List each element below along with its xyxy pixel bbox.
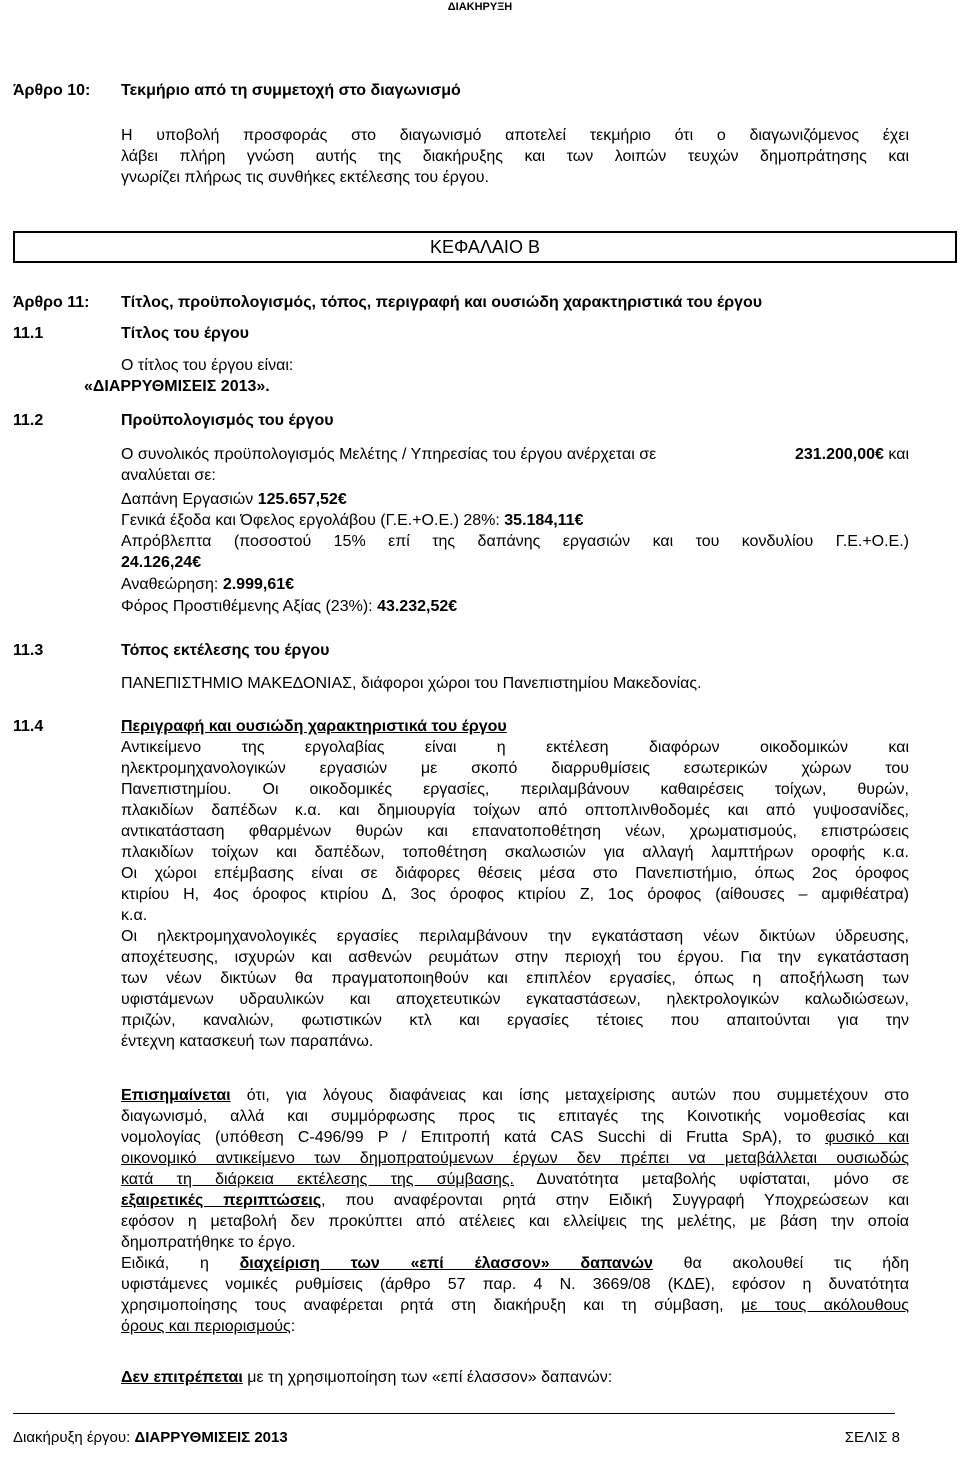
section-11-3-number: 11.3 <box>13 642 44 659</box>
paragraph-line: κτιρίου Η, 4ος όροφος κτιρίου Δ, 3ος όροφος κτιρίου Ζ, 1ος όροφος (αίθουσες – αμφιθέατρα) <box>121 886 909 903</box>
article-11-number: Άρθρο 11: <box>13 294 90 311</box>
paragraph-line: πριζών, καναλιών, φωτιστικών κτλ και εργασίες τέτοιες που απαιτούνται για την <box>121 1012 909 1029</box>
article-10-number: Άρθρο 10: <box>13 82 91 99</box>
note-line-9-end: θα ακολουθεί τις ήδη <box>683 1255 909 1272</box>
note-line-1: ότι, για λόγους διαφάνειας και ίσης μεταχείρισης αυτών που συμμετέχουν στο <box>246 1087 909 1104</box>
paragraph-line: ηλεκτρομηχανολογικών εργασιών με σκοπό διαρρυθμίσεις εσωτερικών χώρων του <box>121 760 909 777</box>
note-line-9: Ειδικά, η <box>121 1255 209 1272</box>
budget-vat-line <box>121 596 457 617</box>
section-11-2-title: Προϋπολογισμός του έργου <box>121 412 334 429</box>
budget-overhead-value: 35.184,11 <box>504 512 575 529</box>
currency-symbol: € <box>448 598 458 615</box>
paragraph-line: έντεχνη κατασκευή των παραπάνω. <box>121 1033 374 1050</box>
paragraph-line: Πανεπιστημίου. Οι οικοδομικές εργασίες, περιλαμβάνουν καθαιρέσεις τοίχων, θυρών, <box>121 781 909 798</box>
note-line-11: χρησιμοποίησης τους αναφέρεται ρητά στη διακήρυξη και τη σύμβαση, <box>121 1297 724 1314</box>
section-11-3-text: ΠΑΝΕΠΙΣΤΗΜΙΟ ΜΑΚΕΔΟΝΙΑΣ, διάφοροι χώροι του Πανεπιστημίου Μακεδονίας. <box>121 675 702 692</box>
exceptional-cases: εξαιρετικές περιπτώσεις <box>121 1192 322 1209</box>
project-title-value: «ΔΙΑΡΡΥΘΜΙΣΕΙΣ 2013». <box>84 378 270 395</box>
note-line-8: δημοπρατήθηκε το έργο. <box>121 1234 296 1251</box>
paragraph-line: υφιστάμενων υδραυλικών και αποχετευτικών εγκαταστάσεων, ηλεκτρολογικών καλωδιώσεων, <box>121 991 909 1008</box>
note-line-2: διαγωνισμό, αλλά και συμμόρφωσης προς τις επιταγές της Κοινοτικής νομοθεσίας και <box>121 1108 909 1125</box>
note-line-3-underlined: φυσικό και <box>825 1129 910 1146</box>
note-line-12: : <box>290 1318 296 1335</box>
paragraph-line: κ.α. <box>121 907 148 924</box>
article-11-title: Τίτλος, προϋπολογισμός, τόπος, περιγραφή και ουσιώδη χαρακτηριστικά του έργου <box>121 294 763 311</box>
budget-revision-label: Αναθεώρηση: <box>121 576 219 593</box>
not-permitted-label: Δεν επιτρέπεται <box>121 1369 243 1386</box>
section-11-1-number: 11.1 <box>13 325 44 342</box>
paragraph-line: πλακιδίων τοίχων και δαπέδων, τοποθέτηση σκαλωσιών για αλλαγή λαμπτήρων οροφής κ.α. <box>121 844 909 861</box>
footer-project-name: ΔΙΑΡΡΥΘΜΙΣΕΙΣ 2013 <box>134 1429 288 1446</box>
footer-divider <box>13 1413 895 1414</box>
budget-unforeseen-line <box>121 552 201 573</box>
description-paragraph-1 <box>121 737 909 1052</box>
budget-works-label: Δαπάνη Εργασιών <box>121 491 254 508</box>
paragraph-line: Οι χώροι επέμβασης είναι σε διάφορες θέσεις μέσα στο Πανεπιστήμιο, όπως 2ος όροφος <box>121 865 909 882</box>
budget-unforeseen-label: Απρόβλεπτα (ποσοστού 15% επί της δαπάνης εργασιών και του κονδυλίου Γ.Ε.+Ο.Ε.) <box>121 533 909 550</box>
document-header-title: ΔΙΑΚΗΡΥΞΗ <box>447 1 513 13</box>
minus-expenses-management: διαχείριση των «επί έλασσον» δαπανών <box>239 1255 653 1272</box>
currency-symbol: € <box>574 512 584 529</box>
budget-works-line <box>121 489 347 510</box>
note-line-12-underlined: όρους και περιορισμούς <box>121 1318 291 1335</box>
currency-symbol: € <box>875 446 884 463</box>
note-line-3: νομολογίας (υπόθεση C-496/99 P / Επιτροπή κατά CAS Succhi di Frutta SpA), το <box>121 1129 811 1146</box>
note-paragraph <box>121 1085 909 1337</box>
paragraph-line: αποχέτευσης, ισχυρών και ασθενών ρευμάτων στην περιοχή του έργου. Για την εγκατάσταση <box>121 949 909 966</box>
budget-total-text: Ο συνολικός προϋπολογισμός Μελέτης / Υπηρεσίας του έργου ανέρχεται σε <box>121 446 657 463</box>
note-line-7: εφόσον η μεταβολή δεν προκύπτει από ατέλειες και ελλείψεις της μελέτης, με βάση την οποία <box>121 1213 909 1230</box>
not-permitted-text: με τη χρησιμοποίηση των «επί έλασσον» δαπανών: <box>247 1369 613 1386</box>
chapter-heading: ΚΕΦΑΛΑΙΟ Β <box>13 231 957 263</box>
currency-symbol: € <box>337 491 347 508</box>
footer-page-number: ΣΕΛΙΣ 8 <box>844 1429 900 1446</box>
paragraph-line: των νέων δικτύων θα πραγματοποιηθούν και επιπλέον εργασίες, όπως η αποξήλωση των <box>121 970 909 987</box>
budget-total-value: 231.200,00 <box>794 446 876 463</box>
paragraph-line: αντικατάσταση φθαρμένων θυρών και επανατοποθέτηση νέων, χρωματισμούς, επιστρώσεις <box>121 823 909 840</box>
budget-revision-line <box>121 574 294 595</box>
budget-total-and: και <box>888 446 909 463</box>
paragraph-line: Αντικείμενο της εργολαβίας είναι η εκτέλεση διαφόρων οικοδομικών και <box>121 739 909 756</box>
paragraph-line: Οι ηλεκτρομηχανολογικές εργασίες περιλαμβάνουν την εγκατάσταση νέων δικτύων ύδρευσης, <box>121 928 909 945</box>
article-10-line-1: Η υποβολή προσφοράς στο διαγωνισμό αποτελεί τεκμήριο ότι ο διαγωνιζόμενος έχει <box>121 127 909 144</box>
section-11-1-title: Τίτλος του έργου <box>121 325 249 342</box>
note-line-10: υφιστάμενες νομικές ρυθμίσεις (άρθρο 57 παρ. 4 Ν. 3669/08 (ΚΔΕ), εφόσον η δυνατότητα <box>121 1276 909 1293</box>
footer-label: Διακήρυξη έργου: <box>13 1429 131 1446</box>
budget-unforeseen-value: 24.126,24 <box>121 554 193 571</box>
currency-symbol: € <box>192 554 202 571</box>
section-11-2-number: 11.2 <box>13 412 44 429</box>
article-10-line-3: γνωρίζει πλήρως τις συνθήκες εκτέλεσης του έργου. <box>121 169 489 186</box>
budget-overhead-line <box>121 510 583 531</box>
note-line-5: Δυνατότητα μεταβολής υφίσταται, μόνο σε <box>536 1171 910 1188</box>
section-11-3-title: Τόπος εκτέλεσης του έργου <box>121 642 330 659</box>
article-10-line-2: λάβει πλήρη γνώση αυτής της διακήρυξης και των λοιπών τευχών δημοπράτησης και <box>121 148 909 165</box>
footer-project <box>13 1427 288 1448</box>
currency-symbol: € <box>285 576 295 593</box>
budget-works-value: 125.657,52 <box>257 491 338 508</box>
budget-total-line <box>121 444 909 465</box>
section-11-4-title: Περιγραφή και ουσιώδη χαρακτηριστικά του έργου <box>121 718 507 735</box>
note-line-4: οικονομικό αντικείμενο των δημοπρατούμενων έργων δεν πρέπει να μεταβάλλεται ουσιωδώς <box>121 1150 909 1167</box>
budget-breakdown-intro: αναλύεται σε: <box>121 467 216 484</box>
budget-revision-value: 2.999,61 <box>222 576 286 593</box>
section-11-4-number: 11.4 <box>13 718 44 735</box>
not-permitted-line <box>121 1367 612 1388</box>
note-line-5-underlined: κατά τη διάρκεια εκτέλεσης της σύμβασης. <box>121 1171 514 1188</box>
note-line-11-underlined: με τους ακόλουθους <box>741 1297 910 1314</box>
budget-vat-value: 43.232,52 <box>377 598 449 615</box>
budget-overhead-label: Γενικά έξοδα και Όφελος εργολάβου (Γ.Ε.+Ο.Ε.) 28%: <box>121 512 500 529</box>
note-emphasis: Επισημαίνεται <box>121 1087 231 1104</box>
paragraph-line: πλακιδίων δαπέδων κ.α. και δημιουργία τοίχων από οπτοπλινθοδομές και από γυψοσανίδες, <box>121 802 909 819</box>
article-10-title: Τεκμήριο από τη συμμετοχή στο διαγωνισμό <box>121 82 461 99</box>
note-line-6: , που αναφέρονται ρητά στην Ειδική Συγγραφή Υποχρεώσεων και <box>321 1192 909 1209</box>
section-11-1-intro: Ο τίτλος του έργου είναι: <box>121 357 294 374</box>
budget-vat-label: Φόρος Προστιθέμενης Αξίας (23%): <box>121 598 373 615</box>
